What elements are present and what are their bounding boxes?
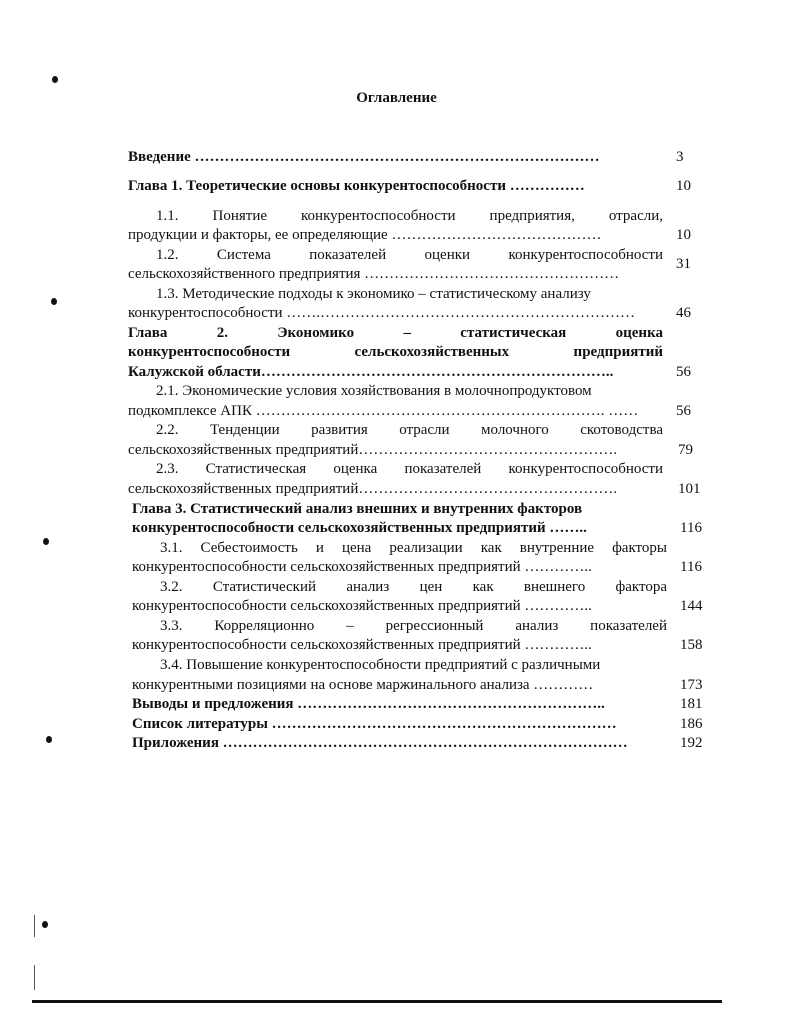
binding-hole-mark [52, 76, 58, 83]
binding-hole-mark [42, 921, 48, 928]
page-number: 173 [680, 677, 703, 693]
toc-entry-chapter-3-cont: конкурентоспособности сельскохозяйственных предприятий …….. [132, 520, 587, 536]
toc-entry-section-2-3: 2.3. Статистическая оценка показателей конкурентоспособности [156, 461, 663, 477]
toc-entry-section-1-2-cont: сельскохозяйственного предприятия …………………………………………… [128, 266, 620, 282]
page-number: 101 [678, 481, 701, 497]
page-number: 116 [680, 520, 702, 536]
toc-entry-section-3-1: 3.1. Себестоимость и цена реализации как внутренние факторы [160, 540, 667, 556]
page-number: 186 [680, 716, 703, 732]
toc-entry-section-3-3-cont: конкурентоспособности сельскохозяйственных предприятий ………….. [132, 637, 592, 653]
toc-entry-section-1-1-cont: продукции и факторы, ее определяющие …………………………………… [128, 227, 602, 243]
binding-hole-mark [46, 736, 52, 743]
page-number: 10 [676, 227, 691, 243]
toc-entry-conclusions: Выводы и предложения …………………………………………………….. [132, 696, 605, 712]
toc-entry-chapter-2-cont: конкурентоспособности сельскохозяйственных предприятий [128, 344, 663, 360]
toc-entry-section-2-3-cont: сельскохозяйственных предприятий……………………………………………. [128, 481, 618, 497]
toc-entry-section-1-3: 1.3. Методические подходы к экономико – статистическому анализу [156, 286, 591, 302]
toc-entry-section-3-2: 3.2. Статистический анализ цен как внешнего фактора [160, 579, 667, 595]
toc-entry-introduction: Введение ……………………………………………………………………… [128, 149, 600, 165]
page-number: 3 [676, 149, 684, 165]
toc-entry-section-3-1-cont: конкурентоспособности сельскохозяйственных предприятий ………….. [132, 559, 592, 575]
page-title: Оглавление [356, 90, 437, 106]
page-number: 116 [680, 559, 702, 575]
binding-hole-mark [51, 298, 57, 305]
margin-line [34, 965, 35, 990]
page-number: 192 [680, 735, 703, 751]
toc-entry-section-2-2-cont: сельскохозяйственных предприятий……………………………………………. [128, 442, 618, 458]
toc-entry-appendices: Приложения ……………………………………………………………………… [132, 735, 628, 751]
margin-line [34, 915, 35, 937]
page-number: 144 [680, 598, 703, 614]
toc-entry-section-2-2: 2.2. Тенденции развития отрасли молочного скотоводства [156, 422, 663, 438]
toc-entry-section-3-4: 3.4. Повышение конкурентоспособности предприятий с различными [160, 657, 601, 673]
toc-entry-section-3-3: 3.3. Корреляционно – регрессионный анализ показателей [160, 618, 667, 634]
page-number: 31 [676, 256, 691, 272]
binding-hole-mark [43, 538, 49, 545]
page-number: 158 [680, 637, 703, 653]
toc-entry-chapter-1: Глава 1. Теоретические основы конкурентоспособности …………… [128, 178, 585, 194]
page-number: 56 [676, 364, 691, 380]
toc-entry-section-1-1: 1.1. Понятие конкурентоспособности предприятия, отрасли, [156, 208, 663, 224]
toc-entry-references: Список литературы …………………………………………………………… [132, 716, 617, 732]
toc-entry-section-2-1-cont: подкомплексе АПК ……………………………………………………………. …… [128, 403, 639, 419]
toc-entry-section-2-1: 2.1. Экономические условия хозяйствования в молочнопродуктовом [156, 383, 592, 399]
toc-entry-chapter-2-cont2: Калужской области…………………………………………………………….. [128, 364, 614, 380]
toc-entry-section-3-4-cont: конкурентными позициями на основе маржинального анализа ………… [132, 677, 594, 693]
page-number: 10 [676, 178, 691, 194]
toc-entry-section-1-2: 1.2. Система показателей оценки конкурентоспособности [156, 247, 663, 263]
page-number: 79 [678, 442, 693, 458]
page-number: 56 [676, 403, 691, 419]
scan-edge-line [32, 1000, 722, 1003]
toc-entry-section-1-3-cont: конкурентоспособности …….……………………………………………………… [128, 305, 636, 321]
page-number: 181 [680, 696, 703, 712]
toc-entry-chapter-3: Глава 3. Статистический анализ внешних и внутренних факторов [132, 501, 583, 517]
page-number: 46 [676, 305, 691, 321]
toc-entry-chapter-2: Глава 2. Экономико – статистическая оценка [128, 325, 663, 341]
toc-entry-section-3-2-cont: конкурентоспособности сельскохозяйственных предприятий ………….. [132, 598, 592, 614]
